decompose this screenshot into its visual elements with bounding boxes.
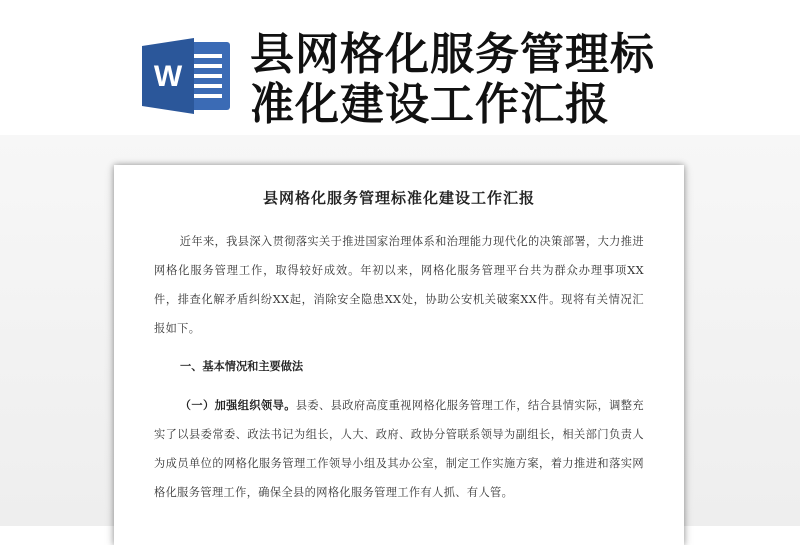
- word-logo-letter: W: [153, 60, 183, 93]
- title-line-2: 准化建设工作汇报: [250, 79, 610, 130]
- document-title: 县网格化服务管理标准化建设工作汇报: [262, 189, 535, 207]
- paragraph-organization: [154, 391, 644, 507]
- document-page: [114, 165, 684, 545]
- paragraph-body: 县委、县政府高度重视网格化服务管理工作，结合县情实际，调整充实了以县委常委、政法书记为组长，人大、政府、政协分管联系领导为副组长，相关部门负责人为成员单位的网格化服务管理工作领导小组及其办公室，制定工作实施方案，着力推进和落实网格化服务管理工作，确保全县的网格化服务管理工作有人抓、有人管。: [154, 399, 644, 499]
- microsoft-word-icon: [140, 36, 234, 116]
- paragraph-lead: （一）加强组织领导。: [179, 398, 296, 412]
- page-title: [250, 30, 655, 130]
- section-heading: 一、基本情况和主要做法: [180, 359, 304, 373]
- preview-header: [0, 0, 800, 150]
- title-line-1: 县网格化服务管理标: [250, 29, 655, 80]
- paragraph-intro: 近年来，我县深入贯彻落实关于推进国家治理体系和治理能力现代化的决策部署，大力推进网格化服务管理工作，取得较好成效。年初以来，网格化服务管理平台共为群众办理事项XX件，排查化解矛盾纠纷XX起，消除安全隐患XX处，协助公安机关破案XX件。现将有关情况汇报如下。: [154, 235, 644, 335]
